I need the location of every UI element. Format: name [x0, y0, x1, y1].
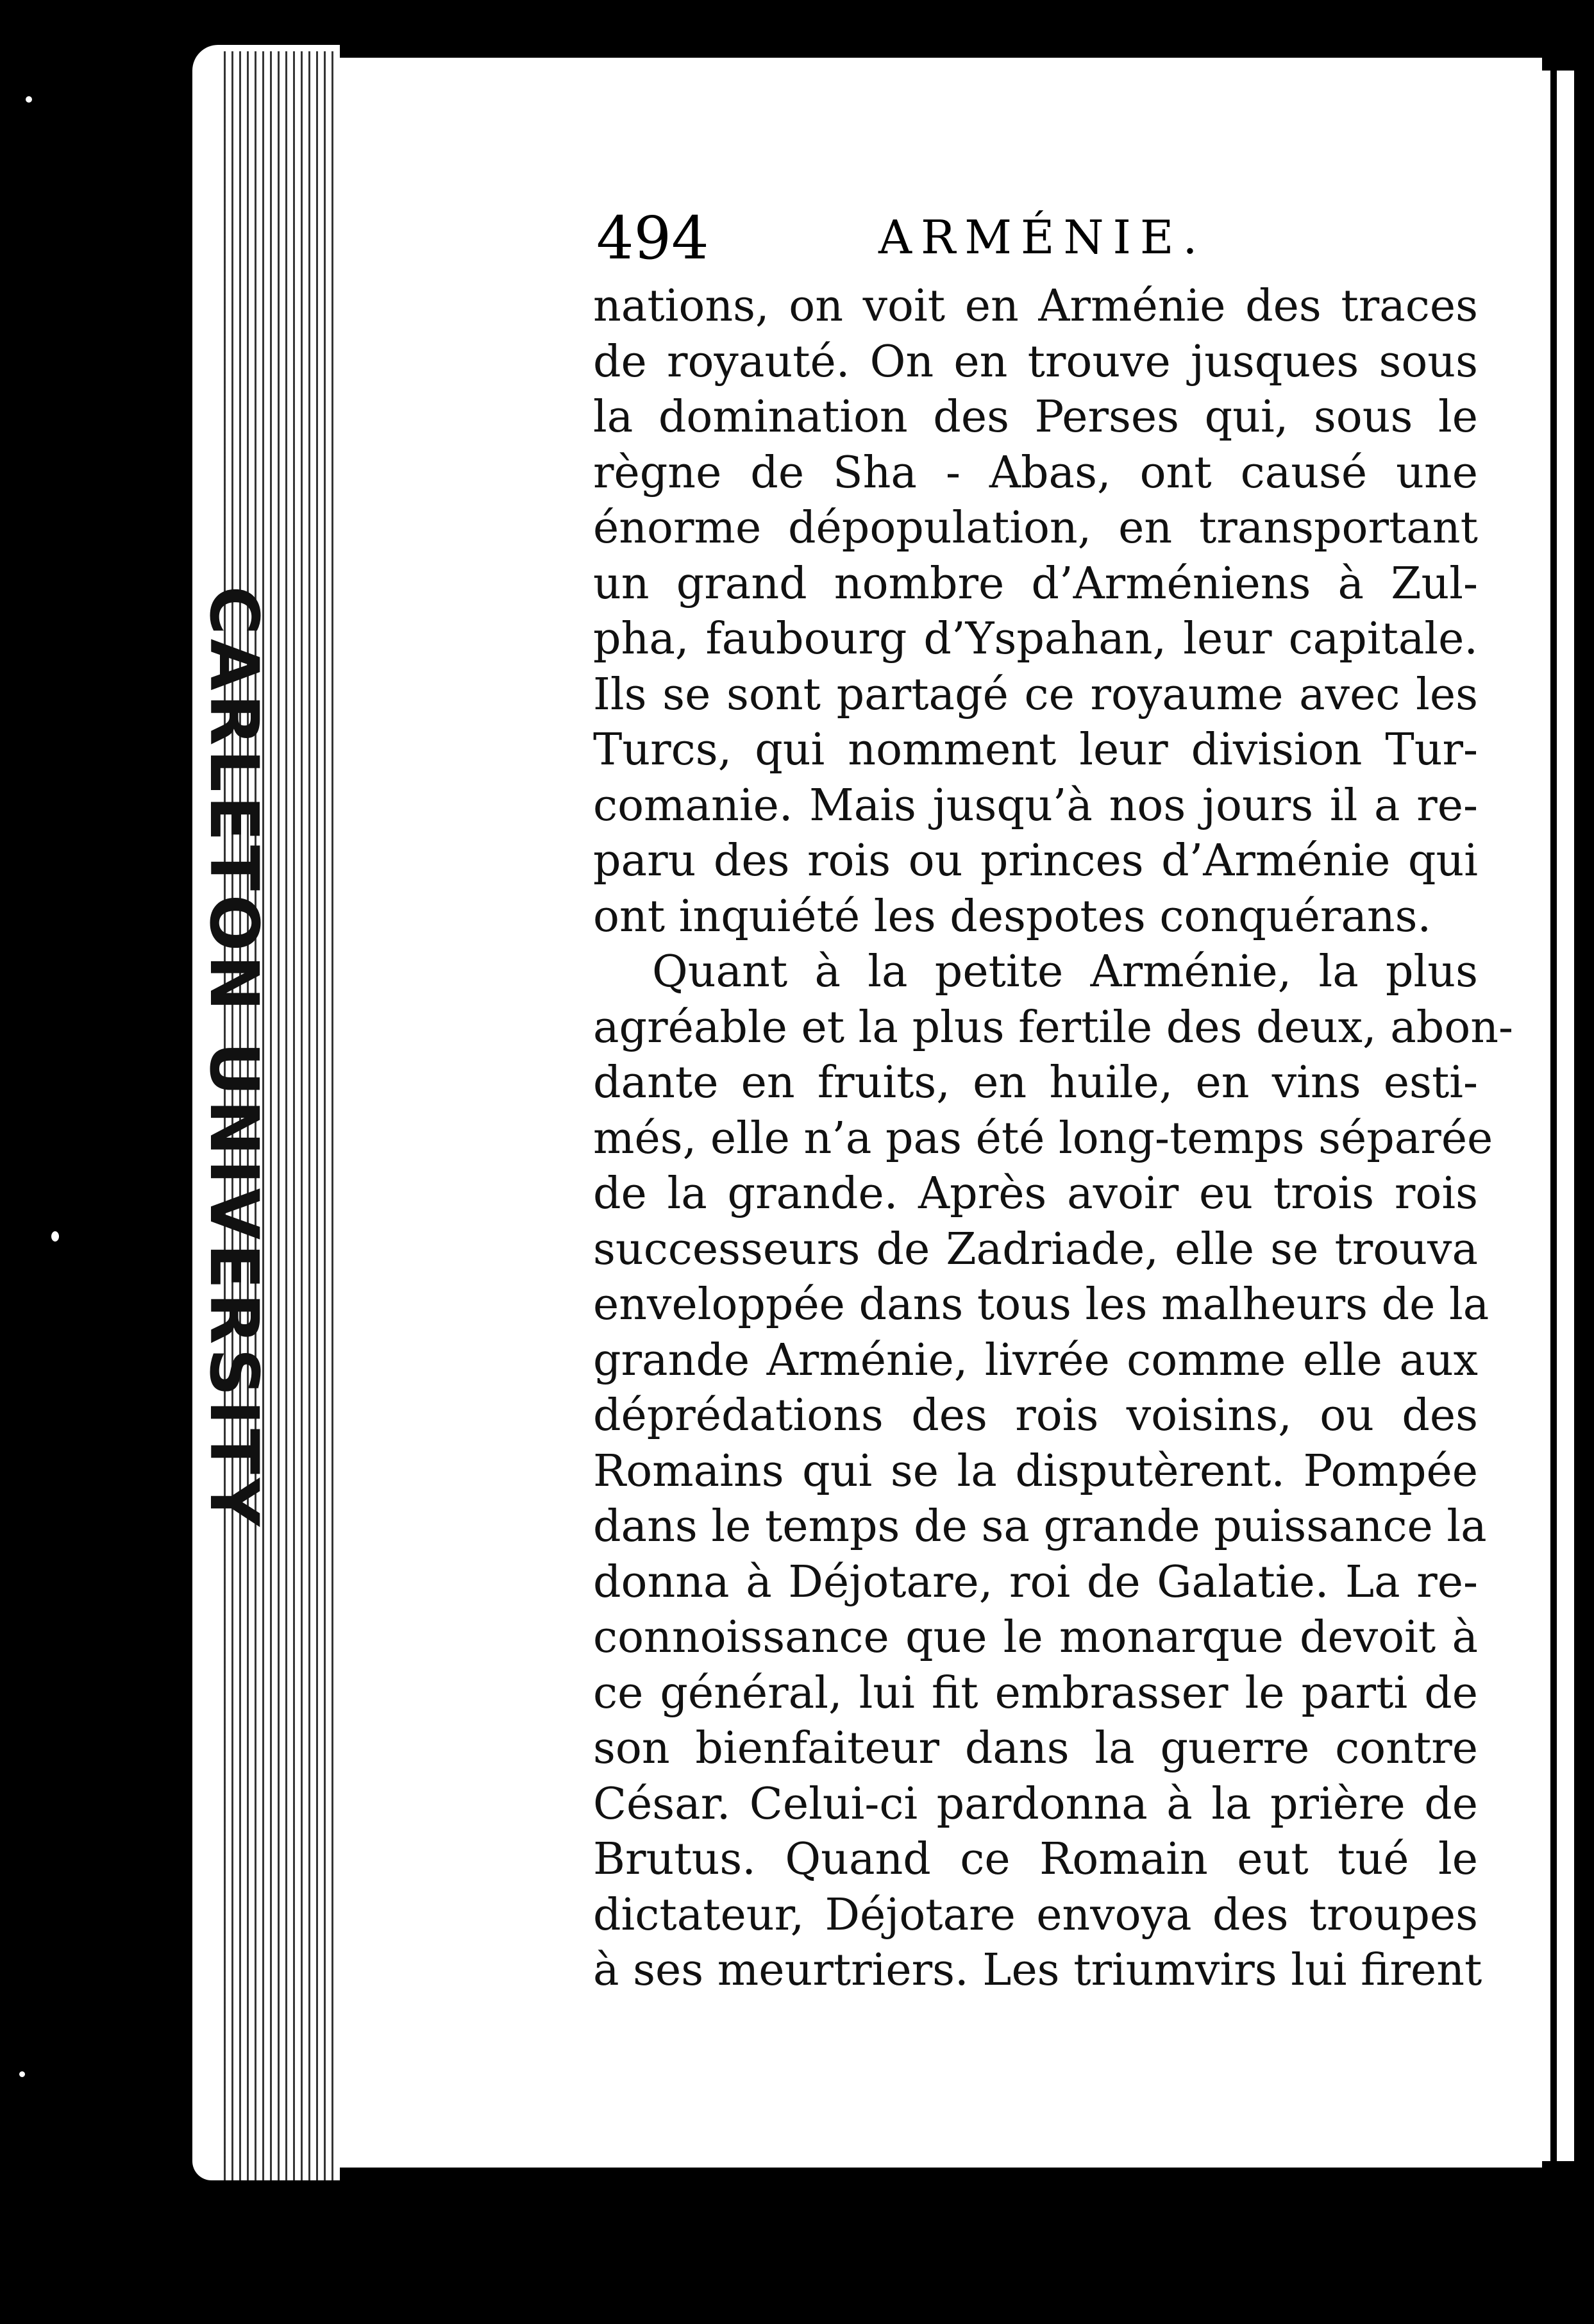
text-line: agréable et la plus fertile des deux, abon-	[593, 1002, 1513, 1053]
dust-speck	[19, 2071, 25, 2077]
text-line: enveloppée dans tous les malheurs de la	[593, 1279, 1489, 1330]
text-line: déprédations des rois voisins, ou des	[593, 1390, 1478, 1441]
facing-page-edge	[1542, 71, 1574, 2161]
running-head: ARMÉNIE.	[878, 210, 1207, 264]
text-line: pha, faubourg d’Yspahan, leur capitale.	[593, 614, 1478, 664]
text-line: César. Celui-ci pardonna à la prière de	[593, 1778, 1478, 1830]
text-line: de royauté. On en trouve jusques sous	[593, 336, 1478, 387]
text-line: nations, on voit en Arménie des traces	[593, 281, 1478, 332]
text-line: paru des rois ou princes d’Arménie qui	[593, 836, 1478, 886]
text-line: de la grande. Après avoir eu trois rois	[593, 1168, 1478, 1219]
text-line: dante en fruits, en huile, en vins esti-	[593, 1057, 1478, 1108]
text-line: successeurs de Zadriade, elle se trouva	[593, 1224, 1478, 1275]
text-line: dictateur, Déjotare envoya des troupes	[593, 1889, 1478, 1941]
library-stamp-text: CARLETON UNIVERSITY	[195, 585, 274, 1531]
text-line: la domination des Perses qui, sous le	[593, 392, 1478, 442]
facing-page-gutter	[1550, 71, 1557, 2161]
text-line: connoissance que le monarque devoit à	[593, 1612, 1478, 1663]
text-line: Brutus. Quand ce Romain eut tué le	[593, 1834, 1478, 1885]
text-line: règne de Sha - Abas, ont causé une	[593, 447, 1478, 498]
text-line: son bienfaiteur dans la guerre contre	[593, 1723, 1478, 1774]
text-line: donna à Déjotare, roi de Galatie. La re-	[593, 1556, 1478, 1608]
text-line: ont inquiété les despotes conquérans.	[593, 891, 1432, 942]
text-line: comanie. Mais jusqu’à nos jours il a re-	[593, 780, 1478, 831]
dust-speck	[51, 1231, 59, 1242]
text-line: Ils se sont partagé ce royaume avec les	[593, 669, 1478, 720]
text-line: Romains qui se la disputèrent. Pompée	[593, 1445, 1478, 1497]
text-line: més, elle n’a pas été long-temps séparée	[593, 1113, 1493, 1164]
text-line: Turcs, qui nomment leur division Tur-	[593, 725, 1478, 775]
text-line: grande Arménie, livrée comme elle aux	[593, 1335, 1478, 1386]
page-header	[596, 204, 1481, 274]
dust-speck	[26, 96, 32, 103]
page-number: 494	[596, 204, 709, 273]
body-text	[593, 279, 1513, 1999]
text-line: un grand nombre d’Arméniens à Zul-	[593, 558, 1478, 609]
library-stamp	[195, 475, 274, 1642]
text-line: énorme dépopulation, en transportant	[593, 503, 1478, 553]
text-line: dans le temps de sa grande puissance la	[593, 1501, 1487, 1552]
paragraph-start-line: Quant à la petite Arménie, la plus	[652, 947, 1478, 997]
text-line: à ses meurtriers. Les triumvirs lui firent	[593, 1945, 1482, 1996]
text-line: ce général, lui fit embrasser le parti de	[593, 1667, 1478, 1719]
